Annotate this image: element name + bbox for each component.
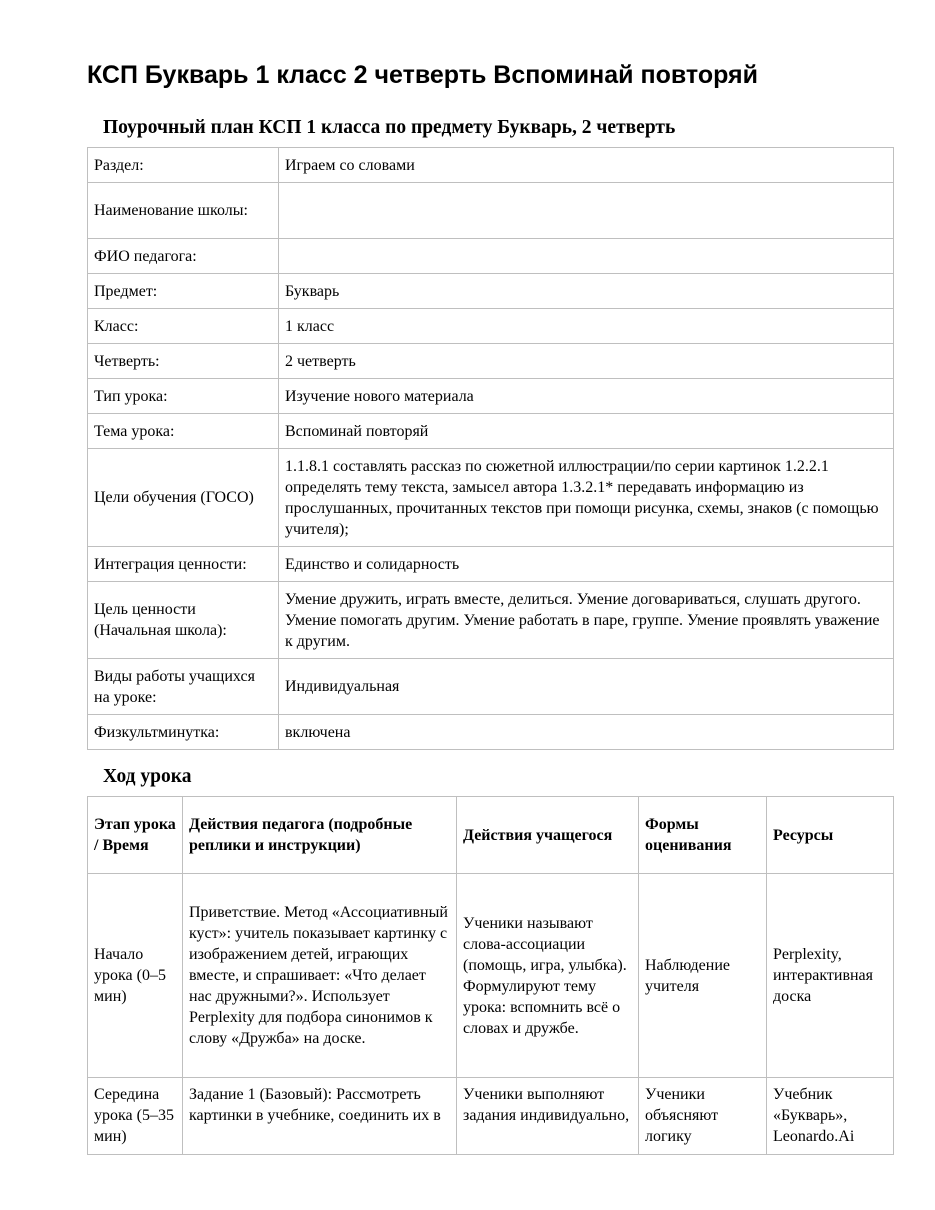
plan-label: Класс: [88,309,279,344]
plan-label: Физкультминутка: [88,715,279,750]
plan-value: Вспоминай повторяй [279,414,894,449]
plan-value: 2 четверть [279,344,894,379]
header-assessment: Формы оценивания [639,797,767,874]
plan-row-value-integration [88,547,894,582]
plan-row-subject [88,274,894,309]
plan-value: 1 класс [279,309,894,344]
course-students: Ученики выполняют задания индивидуально, [457,1078,639,1155]
plan-value: Индивидуальная [279,659,894,715]
plan-value: Изучение нового материала [279,379,894,414]
header-student-actions: Действия учащегося [457,797,639,874]
plan-label: ФИО педагога: [88,239,279,274]
plan-value: 1.1.8.1 составлять рассказ по сюжетной иллюстрации/по серии картинок 1.2.2.1 определять тему текста, замысел автора 1.3.2.1* передавать информацию из прослушанных, прочитанных текстов при помощи рисунка, схемы, знаков (с помощью учителя); [279,449,894,547]
plan-value: включена [279,715,894,750]
plan-row-value-goal [88,582,894,659]
plan-row-goals [88,449,894,547]
course-teacher: Задание 1 (Базовый): Рассмотреть картинки в учебнике, соединить их в [183,1078,457,1155]
plan-value [279,239,894,274]
plan-label: Раздел: [88,148,279,183]
plan-label: Цели обучения (ГОСО) [88,449,279,547]
lesson-plan-table [87,147,894,750]
course-row-middle [88,1078,894,1155]
plan-row-school [88,183,894,239]
course-heading: Ход урока [103,766,192,787]
lesson-course-table [87,796,894,1155]
course-resources: Учебник «Букварь», Leonardo.Ai [767,1078,894,1155]
plan-row-grade [88,309,894,344]
plan-row-lesson-type [88,379,894,414]
plan-value: Умение дружить, играть вместе, делиться. Умение договариваться, слушать другого. Умение помогать другим. Умение работать в паре, группе. Умение проявлять уважение к другим. [279,582,894,659]
plan-label: Предмет: [88,274,279,309]
course-resources: Perplexity, интерактивная доска [767,874,894,1078]
plan-label: Тема урока: [88,414,279,449]
course-teacher: Приветствие. Метод «Ассоциативный куст»: учитель показывает картинку с изображением детей, играющих вместе, и спрашивает: «Что делает нас дружными?». Использует Perplexity для подбора синонимов к слову «Дружба» на доске. [183,874,457,1078]
plan-row-section [88,148,894,183]
plan-row-pe-break [88,715,894,750]
plan-label: Наименование школы: [88,183,279,239]
course-stage: Начало урока (0–5 мин) [88,874,183,1078]
plan-value: Играем со словами [279,148,894,183]
plan-label: Цель ценности (Начальная школа): [88,582,279,659]
plan-label: Тип урока: [88,379,279,414]
plan-row-teacher [88,239,894,274]
header-resources: Ресурсы [767,797,894,874]
plan-row-work-types [88,659,894,715]
header-stage: Этап урока / Время [88,797,183,874]
plan-row-topic [88,414,894,449]
plan-heading: Поурочный план КСП 1 класса по предмету Букварь, 2 четверть [103,117,676,138]
course-students: Ученики называют слова-ассоциации (помощь, игра, улыбка). Формулируют тему урока: вспомнить всё о словах и дружбе. [457,874,639,1078]
document-title: КСП Букварь 1 класс 2 четверть Вспоминай повторяй [87,61,758,89]
plan-label: Четверть: [88,344,279,379]
plan-label: Виды работы учащихся на уроке: [88,659,279,715]
plan-row-quarter [88,344,894,379]
plan-value [279,183,894,239]
course-row-start [88,874,894,1078]
plan-value: Букварь [279,274,894,309]
plan-value: Единство и солидарность [279,547,894,582]
course-assessment: Ученики объясняют логику [639,1078,767,1155]
course-stage: Середина урока (5–35 мин) [88,1078,183,1155]
plan-label: Интеграция ценности: [88,547,279,582]
course-header-row [88,797,894,874]
course-assessment: Наблюдение учителя [639,874,767,1078]
header-teacher-actions: Действия педагога (подробные реплики и инструкции) [183,797,457,874]
